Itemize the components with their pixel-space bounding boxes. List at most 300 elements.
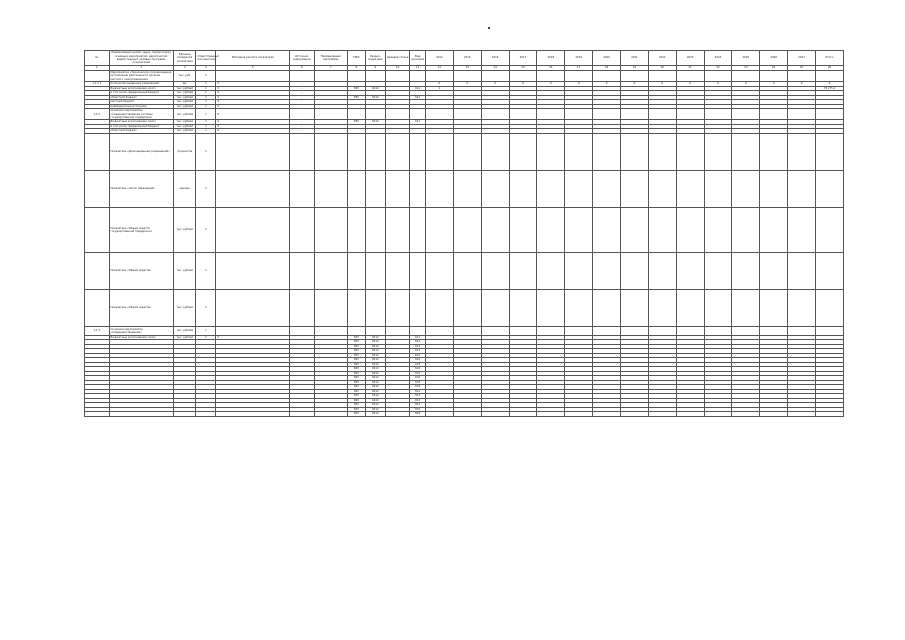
header-year: 2018 (537, 51, 565, 66)
row-year-value (648, 71, 676, 82)
row-year-value (732, 207, 760, 252)
row-year-value (732, 289, 760, 326)
header-responsible: Ответственный исполнитель (196, 51, 216, 66)
header-year: 2027 (788, 51, 816, 66)
column-number-cell: 26 (815, 66, 843, 71)
row-method (216, 289, 290, 326)
row-budget-code: 845 (347, 398, 365, 403)
header-budget-csr: Целевая статья (385, 51, 410, 66)
row-year-value (593, 207, 621, 252)
row-unit: процентов (174, 133, 196, 170)
row-year-value (453, 71, 481, 82)
row-year-value (788, 170, 816, 207)
row-year-value (732, 170, 760, 207)
header-year: 2015 (453, 51, 481, 66)
row-year-value (760, 133, 788, 170)
row-program (314, 412, 347, 417)
row-unit: тыс. рублей (174, 100, 196, 105)
row-year-value (509, 412, 537, 417)
row-budget-code: 611 (410, 120, 426, 125)
header-name: Наименование целей, задач, подпрограмм, основных мероприятий, мероприятий, ведомственных целевых программ, показателей (109, 51, 174, 66)
row-year-value: 78 175,2 (815, 86, 843, 91)
column-number-cell: 20 (648, 66, 676, 71)
row-name: Показатель «Число обращений» (109, 170, 174, 207)
row-year-value (648, 289, 676, 326)
table-row (85, 207, 844, 252)
row-number (85, 71, 110, 82)
row-budget-code: 634 (410, 385, 426, 390)
row-year-value (425, 252, 453, 289)
row-year-value (648, 170, 676, 207)
row-year-value (453, 252, 481, 289)
row-budget-code: 811 (410, 389, 426, 394)
header-year: 2016 (481, 51, 509, 66)
row-source: - (290, 82, 315, 87)
row-source: - (290, 120, 315, 125)
row-year-value (593, 289, 621, 326)
row-year-value (648, 109, 676, 120)
row-year-value (648, 326, 676, 335)
column-number-cell: 23 (732, 66, 760, 71)
row-number (85, 133, 110, 170)
row-budget-code: 845 (347, 407, 365, 412)
row-unit: тыс. рублей (174, 104, 196, 109)
row-name: Количество выданных разрешений (109, 82, 174, 87)
column-number-cell: 9 (365, 66, 385, 71)
row-budget-code (410, 207, 426, 252)
row-year-value (453, 133, 481, 170)
row-budget-code (385, 133, 410, 170)
row-responsible: 1 (196, 104, 216, 109)
row-unit: тыс. рублей (174, 326, 196, 335)
row-year-value (788, 252, 816, 289)
row-year-value (509, 207, 537, 252)
row-unit: тыс. рублей (174, 252, 196, 289)
row-source (290, 252, 315, 289)
row-year-value (481, 207, 509, 252)
row-responsible: 1 (196, 124, 216, 129)
row-year-value: 0 (593, 82, 621, 87)
row-method (216, 412, 290, 417)
row-year-value (815, 412, 843, 417)
row-year-value (620, 207, 648, 252)
row-year-value (815, 326, 843, 335)
row-program (314, 133, 347, 170)
header-year: 2023 (676, 51, 704, 66)
row-budget-code: 0412 (365, 335, 385, 340)
row-year-value (704, 71, 732, 82)
header-unit: Единица измерения показателя (174, 51, 196, 66)
row-year-value (732, 71, 760, 82)
row-year-value: 0 (732, 82, 760, 87)
row-method: 0 (216, 91, 290, 96)
row-budget-code: 845 (347, 371, 365, 376)
row-year-value (537, 170, 565, 207)
row-budget-code: 633 (410, 380, 426, 385)
row-year-value (620, 326, 648, 335)
table-row (85, 252, 844, 289)
row-budget-code (347, 109, 365, 120)
row-year-value (815, 109, 843, 120)
row-year-value: 0 (620, 82, 648, 87)
row-year-value (732, 326, 760, 335)
row-budget-code: 0412 (365, 344, 385, 349)
row-budget-code: 845 (347, 412, 365, 417)
row-year-value: 0 (704, 82, 732, 87)
row-budget-code (410, 326, 426, 335)
row-year-value (593, 133, 621, 170)
row-year-value (704, 289, 732, 326)
row-year-value (704, 207, 732, 252)
row-year-value (760, 170, 788, 207)
row-year-value (788, 133, 816, 170)
row-method: 0 (216, 124, 290, 129)
row-year-value (425, 326, 453, 335)
row-year-value (453, 326, 481, 335)
row-budget-code: 845 (347, 394, 365, 399)
row-number: 1.1.3 (85, 326, 110, 335)
column-number-cell: 13 (453, 66, 481, 71)
row-budget-code (385, 412, 410, 417)
row-source: - (290, 95, 315, 100)
row-budget-code: 0412 (365, 358, 385, 363)
row-year-value (481, 109, 509, 120)
row-budget-code: 814 (410, 403, 426, 408)
row-responsible: 1 (196, 170, 216, 207)
row-budget-code: 612 (410, 340, 426, 345)
row-year-value (704, 133, 732, 170)
column-number-cell: 12 (425, 66, 453, 71)
row-budget-code: 611 (410, 86, 426, 91)
row-unit: тыс. рублей (174, 335, 196, 340)
row-budget-code: 845 (347, 95, 365, 100)
row-budget-code: 813 (410, 398, 426, 403)
row-method (216, 326, 290, 335)
header-source: Источник информации (290, 51, 315, 66)
row-year-value (648, 252, 676, 289)
row-year-value: 0 (815, 82, 843, 87)
column-number-cell: 8 (347, 66, 365, 71)
row-budget-code: 0412 (365, 86, 385, 91)
row-year-value (593, 109, 621, 120)
row-year-value (453, 109, 481, 120)
row-budget-code (410, 289, 426, 326)
row-budget-code: 611 (410, 335, 426, 340)
row-year-value: 0 (788, 82, 816, 87)
row-budget-code: 0412 (365, 95, 385, 100)
row-source (290, 326, 315, 335)
row-year-value (788, 207, 816, 252)
row-year-value (760, 71, 788, 82)
header-year: 2024 (704, 51, 732, 66)
row-budget-code (347, 326, 365, 335)
row-budget-code: 845 (347, 380, 365, 385)
page-mark (488, 27, 490, 29)
row-year-value (565, 252, 593, 289)
row-year-value (453, 170, 481, 207)
row-year-value (676, 207, 704, 252)
column-number-cell: 16 (537, 66, 565, 71)
row-program (314, 207, 347, 252)
column-number-cell: 11 (410, 66, 426, 71)
row-responsible: 1 (196, 289, 216, 326)
row-unit (174, 412, 196, 417)
row-year-value (481, 412, 509, 417)
row-budget-code: 845 (347, 353, 365, 358)
row-year-value (565, 289, 593, 326)
row-source (290, 133, 315, 170)
row-responsible: 1 (196, 100, 216, 105)
column-number-cell: 7 (314, 66, 347, 71)
row-year-value (620, 289, 648, 326)
row-budget-code (385, 326, 410, 335)
row-year-value (815, 170, 843, 207)
row-year-value (481, 133, 509, 170)
row-name: Показатель «Доля выданных разрешений» (109, 133, 174, 170)
row-year-value (676, 326, 704, 335)
header-total: Итого (815, 51, 843, 66)
row-source (290, 412, 315, 417)
row-year-value (509, 71, 537, 82)
column-number-cell: 2 (109, 66, 174, 71)
row-unit: ед. (174, 82, 196, 87)
column-number-cell: 24 (760, 66, 788, 71)
row-year-value (537, 207, 565, 252)
row-year-value (704, 170, 732, 207)
header-row (85, 51, 844, 66)
row-program (314, 71, 347, 82)
column-number-cell: 21 (676, 66, 704, 71)
row-budget-code: 0412 (365, 380, 385, 385)
row-budget-code: 845 (347, 86, 365, 91)
header-budget-grbs: ГРБС (347, 51, 365, 66)
row-year-value (704, 326, 732, 335)
header-year: 2017 (509, 51, 537, 66)
row-number (85, 207, 110, 252)
row-name: в том числе: федеральный бюджет (109, 91, 174, 96)
column-number-cell: 4 (196, 66, 216, 71)
row-budget-code (347, 289, 365, 326)
row-year-value (620, 71, 648, 82)
row-responsible: 1 (196, 120, 216, 125)
header-year: 2014 (425, 51, 453, 66)
row-unit: тыс. рублей (174, 120, 196, 125)
row-year-value (425, 71, 453, 82)
row-year-value (732, 412, 760, 417)
row-year-value (481, 289, 509, 326)
row-year-value (788, 326, 816, 335)
column-number-cell: 1 (85, 66, 110, 71)
row-unit: тыс. рублей (174, 129, 196, 134)
row-budget-code: 621 (410, 353, 426, 358)
row-responsible: 1 (196, 129, 216, 134)
column-number-cell: 6 (290, 66, 315, 71)
row-unit: тыс. рублей (174, 124, 196, 129)
row-name: Показатель «Объем средств государственной поддержки» (109, 207, 174, 252)
row-year-value (481, 326, 509, 335)
row-method: 0 (216, 95, 290, 100)
column-number-cell: 3 (174, 66, 196, 71)
row-year-value (425, 289, 453, 326)
column-number-cell: 22 (704, 66, 732, 71)
row-year-value (425, 133, 453, 170)
header-gp: Наименование программы (314, 51, 347, 66)
row-year-value: 0 (760, 82, 788, 87)
row-year-value (760, 252, 788, 289)
row-method: 0 (216, 100, 290, 105)
row-budget-code: 0412 (365, 349, 385, 354)
row-unit: тыс. рублей (174, 95, 196, 100)
row-year-value (788, 71, 816, 82)
row-responsible: 1 (196, 133, 216, 170)
row-source (290, 207, 315, 252)
row-year-value (537, 71, 565, 82)
row-budget-code (385, 71, 410, 82)
row-budget-code: 845 (347, 362, 365, 367)
row-year-value (453, 412, 481, 417)
row-unit: тыс. рублей (174, 91, 196, 96)
row-responsible: 1 (196, 109, 216, 120)
row-year-value (537, 289, 565, 326)
row-budget-code (410, 252, 426, 289)
row-year-value (620, 170, 648, 207)
row-number (85, 412, 110, 417)
header-year: 2019 (565, 51, 593, 66)
row-method (216, 170, 290, 207)
row-responsible: 1 (196, 82, 216, 87)
row-responsible: 1 (196, 252, 216, 289)
row-budget-code: 622 (410, 358, 426, 363)
row-year-value (593, 71, 621, 82)
row-year-value (732, 252, 760, 289)
header-budget-rzpr: Раздел, подраздел (365, 51, 385, 66)
row-year-value: 0 (537, 82, 565, 87)
row-budget-code: 845 (347, 367, 365, 372)
row-name: Основное мероприятие «Совершенствование системы государственной поддержки» (109, 109, 174, 120)
row-budget-code: 624 (410, 367, 426, 372)
row-year-value (537, 412, 565, 417)
row-budget-code: 845 (347, 340, 365, 345)
row-year-value (537, 252, 565, 289)
header-year: 2025 (732, 51, 760, 66)
row-responsible: 1 (196, 91, 216, 96)
row-name: Показатель «Объем средств» (109, 252, 174, 289)
row-year-value (593, 170, 621, 207)
row-year-value (425, 207, 453, 252)
table-row (85, 289, 844, 326)
row-year-value (676, 71, 704, 82)
row-program (314, 109, 347, 120)
row-budget-code: 0412 (365, 389, 385, 394)
row-year-value (704, 412, 732, 417)
row-year-value (676, 252, 704, 289)
row-budget-code: 0412 (365, 120, 385, 125)
row-year-value (815, 252, 843, 289)
row-year-value (565, 207, 593, 252)
table-row (85, 412, 844, 417)
row-year-value (509, 252, 537, 289)
row-budget-code: 812 (410, 394, 426, 399)
row-year-value (565, 326, 593, 335)
row-unit: единиц (174, 170, 196, 207)
row-budget-code (365, 207, 385, 252)
row-unit: тыс. рублей (174, 207, 196, 252)
budget-program-table (84, 50, 844, 417)
row-method (216, 133, 290, 170)
row-budget-code: 614 (410, 349, 426, 354)
column-number-cell: 10 (385, 66, 410, 71)
column-number-cell: 14 (481, 66, 509, 71)
row-name: областной бюджет (109, 129, 174, 134)
row-name: Основное мероприятие «Совершенствование» (109, 326, 174, 335)
row-year-value (676, 170, 704, 207)
row-source: - (290, 109, 315, 120)
row-year-value (704, 109, 732, 120)
row-budget-code (410, 133, 426, 170)
row-year-value (676, 133, 704, 170)
row-year-value (425, 412, 453, 417)
row-year-value: 0 (453, 82, 481, 87)
row-unit: тыс. рублей (174, 289, 196, 326)
row-year-value (425, 109, 453, 120)
row-year-value (620, 133, 648, 170)
row-year-value: 0 (676, 82, 704, 87)
row-name: в том числе: федеральный бюджет (109, 124, 174, 129)
row-source (290, 170, 315, 207)
column-number-cell: 25 (788, 66, 816, 71)
table-row (85, 109, 844, 120)
row-year-value (760, 326, 788, 335)
row-year-value (509, 326, 537, 335)
row-year-value (760, 109, 788, 120)
row-budget-code: 632 (410, 376, 426, 381)
row-year-value (788, 289, 816, 326)
row-year-value (648, 412, 676, 417)
row-budget-code (410, 170, 426, 207)
header-budget-vr: Вид расходов (410, 51, 426, 66)
row-budget-code: 845 (347, 358, 365, 363)
row-year-value (676, 109, 704, 120)
row-budget-code (347, 133, 365, 170)
row-responsible: 1 (196, 71, 216, 82)
row-year-value (788, 412, 816, 417)
row-year-value (676, 412, 704, 417)
row-budget-code: 0412 (365, 407, 385, 412)
header-year: 2022 (648, 51, 676, 66)
row-responsible: 1 (196, 326, 216, 335)
table-row (85, 326, 844, 335)
row-budget-code (385, 252, 410, 289)
column-number-cell: 17 (565, 66, 593, 71)
row-year-value (620, 109, 648, 120)
row-budget-code: 0412 (365, 398, 385, 403)
row-source: - (290, 335, 315, 340)
row-budget-code (365, 71, 385, 82)
table-row (85, 71, 844, 82)
row-year-value (732, 133, 760, 170)
row-budget-code: 623 (410, 362, 426, 367)
row-budget-code: 845 (347, 120, 365, 125)
row-year-value (815, 133, 843, 170)
row-method (216, 252, 290, 289)
header-num: № (85, 51, 110, 66)
header-year: 2021 (620, 51, 648, 66)
row-unit: тыс. руб. (174, 71, 196, 82)
row-unit: тыс. рублей (174, 109, 196, 120)
row-name: местный бюджет (109, 100, 174, 105)
row-source (290, 289, 315, 326)
header-year: 2020 (593, 51, 621, 66)
